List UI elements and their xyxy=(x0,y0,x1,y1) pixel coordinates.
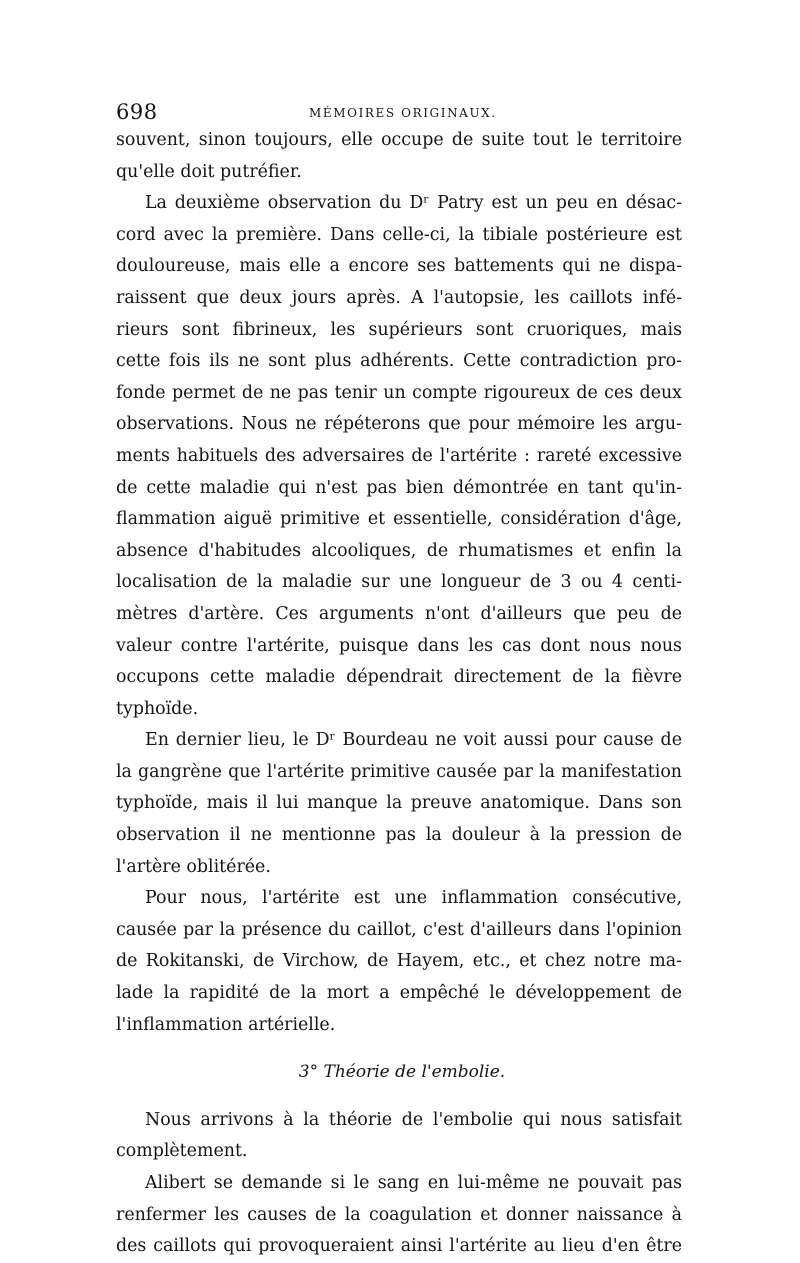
text-line: La deuxième observation du Dʳ Patry est un peu en désac- xyxy=(145,193,682,214)
text-line: cord avec la première. Dans celle-ci, la tibiale postérieure est xyxy=(116,224,682,245)
text-line: l'artère oblitérée. xyxy=(116,856,271,877)
text-line: complètement. xyxy=(116,1141,248,1162)
text-line: souvent, sinon toujours, elle occupe de suite tout le territoire xyxy=(116,130,682,150)
text-line: fonde permet de ne pas tenir un compte rigoureux de ces deux xyxy=(116,382,682,403)
text-line: observations. Nous ne répéterons que pour mémoire les argu- xyxy=(116,414,682,435)
text-line: raissent que deux jours après. A l'autopsie, les caillots infé- xyxy=(116,287,682,308)
text-line: typhoïde, mais il lui manque la preuve anatomique. Dans son xyxy=(116,793,682,814)
page-number: 698 xyxy=(116,100,158,124)
spacer xyxy=(116,1089,682,1105)
text-line: occupons cette maladie dépendrait directement de la fièvre xyxy=(116,667,682,688)
text-line: Pour nous, l'artérite est une inflammation consécutive, xyxy=(145,888,682,909)
text-line: la gangrène que l'artérite primitive causée par la manifestation xyxy=(116,761,682,782)
text-line: douloureuse, mais elle a encore ses battements qui ne dispa- xyxy=(116,256,682,277)
running-head: MÉMOIRES ORIGINAUX. xyxy=(309,106,497,120)
spacer xyxy=(116,1041,682,1057)
text-line: l'inflammation artérielle. xyxy=(116,1014,336,1035)
text-line: de Rokitanski, de Virchow, de Hayem, etc., et chez notre ma- xyxy=(116,951,682,972)
text-line: localisation de la maladie sur une longueur de 3 ou 4 centi- xyxy=(116,572,682,593)
text-line: renfermer les causes de la coagulation et donner naissance à xyxy=(116,1204,682,1225)
text-line: absence d'habitudes alcooliques, de rhumatismes et enfin la xyxy=(116,540,682,561)
text-line: lade la rapidité de la mort a empêché le développement de xyxy=(116,983,682,1004)
text-line: de cette maladie qui n'est pas bien démontrée en tant qu'in- xyxy=(116,477,682,498)
text-line: mètres d'artère. Ces arguments n'ont d'ailleurs que peu de xyxy=(116,603,682,624)
text-line: typhoïde. xyxy=(116,698,199,719)
section-title: 3° Théorie de l'embolie. xyxy=(298,1062,506,1083)
text-line: flammation aiguë primitive et essentielle, considération d'âge, xyxy=(116,509,682,530)
text-line: rieurs sont fibrineux, les supérieurs sont cruoriques, mais xyxy=(116,319,682,340)
text-line: Nous arrivons à la théorie de l'embolie qui nous satisfait xyxy=(145,1109,682,1130)
text-line: valeur contre l'artérite, puisque dans les cas dont nous nous xyxy=(116,635,682,656)
text-line: cette fois ils ne sont plus adhérents. Cette contradiction pro- xyxy=(116,351,682,372)
text-line: des caillots qui provoqueraient ainsi l'artérite au lieu d'en être xyxy=(116,1236,682,1257)
text-line: Alibert se demande si le sang en lui-même ne pouvait pas xyxy=(145,1173,682,1193)
text-line: causée par la présence du caillot, c'est d'ailleurs dans l'opinion xyxy=(116,919,682,940)
text-line: ments habituels des adversaires de l'artérite : rareté excessive xyxy=(116,445,682,466)
text-line: qu'elle doit putréfier. xyxy=(116,161,302,182)
body-text xyxy=(116,125,682,1263)
text-line: En dernier lieu, le Dʳ Bourdeau ne voit aussi pour cause de xyxy=(145,730,682,751)
text-line: observation il ne mentionne pas la douleur à la pression de xyxy=(116,825,682,846)
